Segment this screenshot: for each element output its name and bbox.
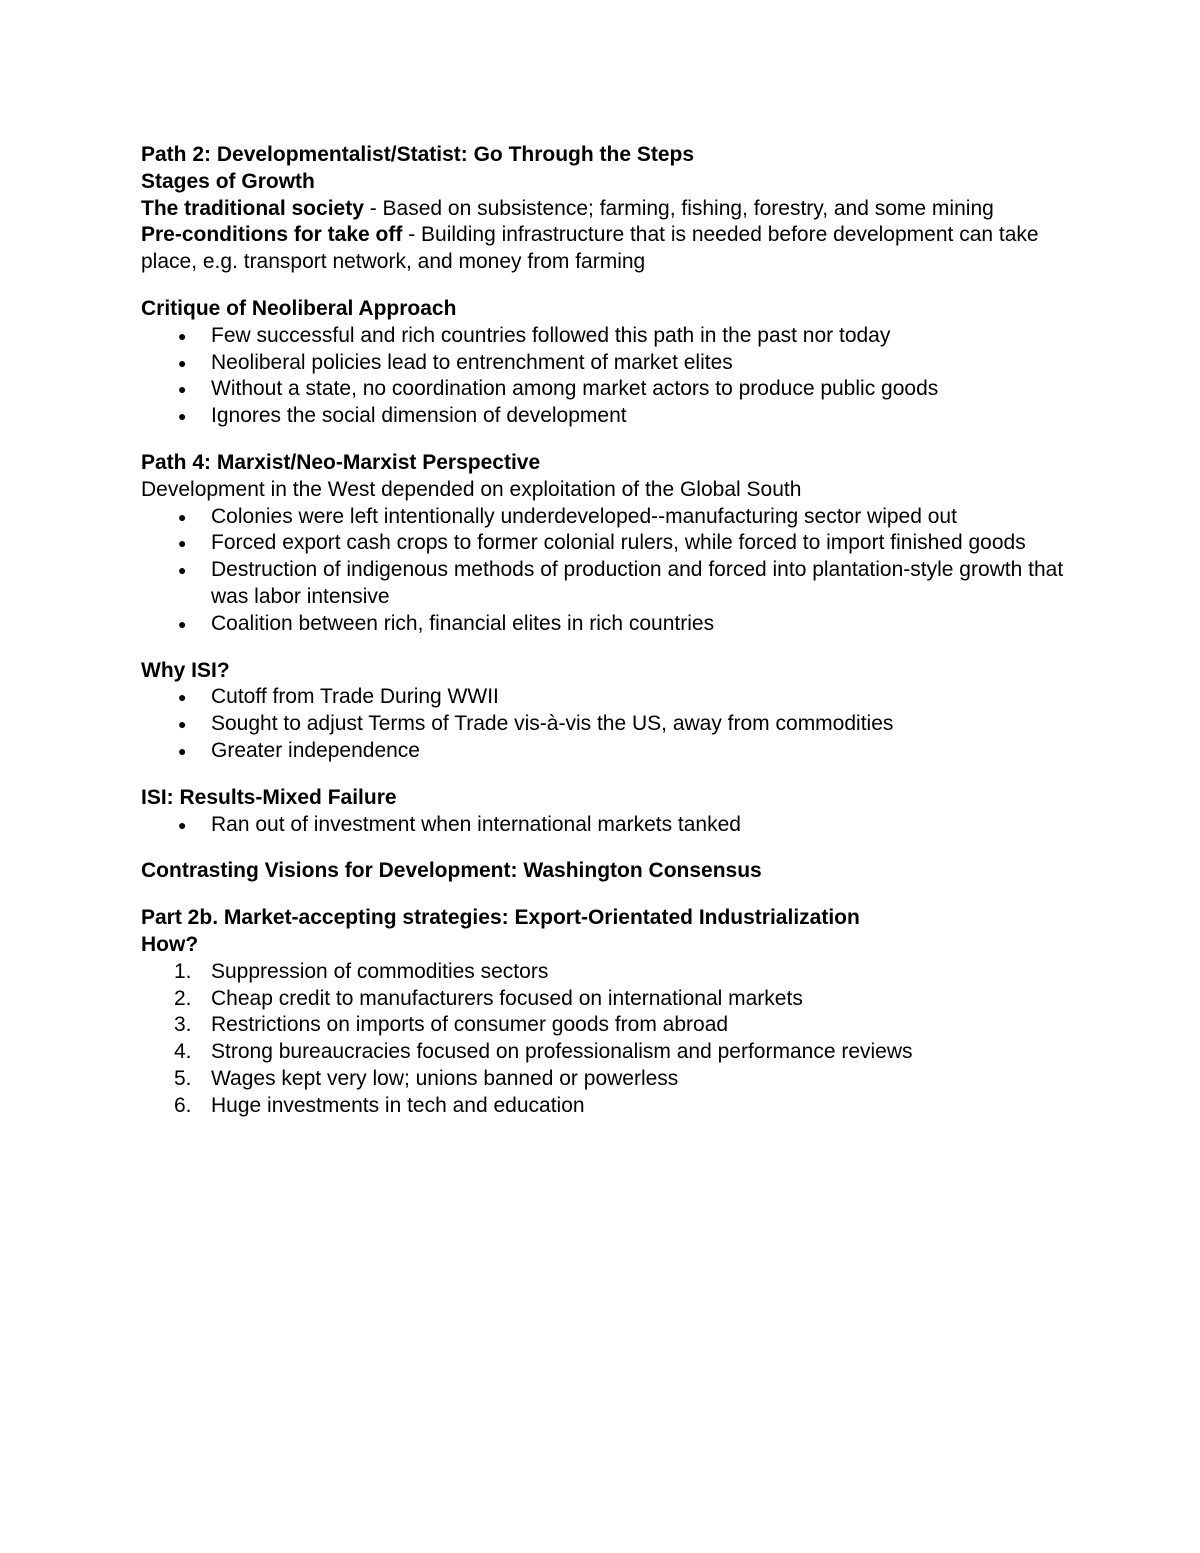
bullet-icon: ●	[178, 615, 187, 632]
list-number: 5.	[174, 1066, 192, 1090]
list-item	[141, 611, 1071, 638]
bullet-icon: ●	[178, 535, 187, 552]
list-item	[141, 812, 1071, 839]
isi-results-heading: ISI: Results-Mixed Failure	[141, 785, 397, 809]
list-item-text: Suppression of commodities sectors	[211, 959, 549, 983]
list-number: 3.	[174, 1013, 192, 1037]
path2-heading: Path 2: Developmentalist/Statist: Go Through the Steps	[141, 143, 695, 166]
list-item-text: Strong bureaucracies focused on professionalism and performance reviews	[211, 1040, 913, 1064]
list-item	[141, 711, 1071, 738]
critique-section	[141, 296, 1071, 430]
stages-of-growth-heading: Stages of Growth	[141, 169, 315, 193]
list-number: 6.	[174, 1093, 192, 1117]
part2b-heading: Part 2b. Market-accepting strategies: Export-Orientated Industrialization	[141, 906, 860, 930]
list-item	[141, 986, 1071, 1013]
stage-term: Pre-conditions for take off	[141, 223, 403, 247]
list-item	[141, 959, 1071, 986]
list-item	[141, 1066, 1071, 1093]
list-item	[141, 323, 1071, 350]
list-item-text: Cheap credit to manufacturers focused on international markets	[211, 986, 803, 1010]
contrasting-section	[141, 858, 1071, 885]
list-item	[141, 738, 1071, 765]
list-item-text: Cutoff from Trade During WWII	[211, 685, 499, 709]
bullet-icon: ●	[178, 354, 187, 371]
contrasting-heading: Contrasting Visions for Development: Washington Consensus	[141, 859, 762, 883]
path4-bullet-list	[141, 504, 1071, 638]
bullet-icon: ●	[178, 562, 187, 579]
part2b-section	[141, 905, 1071, 1119]
list-item	[141, 530, 1071, 557]
bullet-icon: ●	[178, 716, 187, 733]
list-item	[141, 1039, 1071, 1066]
bullet-icon: ●	[178, 742, 187, 759]
list-number: 1.	[174, 959, 192, 983]
isi-results-section	[141, 785, 1071, 839]
why-isi-bullet-list	[141, 684, 1071, 764]
stage-description: - Building infrastructure that is needed before development can take place, e.g. transport network, and money from farming	[141, 223, 1039, 274]
list-item	[141, 557, 1071, 611]
list-item-text: Few successful and rich countries followed this path in the past nor today	[211, 323, 891, 347]
bullet-icon: ●	[178, 381, 187, 398]
stage-item	[141, 222, 1071, 276]
bullet-icon: ●	[178, 689, 187, 706]
list-item	[141, 1012, 1071, 1039]
stage-term: The traditional society	[141, 196, 364, 220]
list-item-text: Ignores the social dimension of development	[211, 404, 627, 428]
stage-description: - Based on subsistence; farming, fishing, forestry, and some mining	[363, 196, 994, 220]
bullet-icon: ●	[178, 816, 187, 833]
list-item	[141, 350, 1071, 377]
critique-heading: Critique of Neoliberal Approach	[141, 296, 457, 320]
list-item-text: Colonies were left intentionally underdeveloped--manufacturing sector wiped out	[211, 504, 957, 528]
list-item-text: Ran out of investment when international markets tanked	[211, 812, 741, 836]
list-item-text: Coalition between rich, financial elites in rich countries	[211, 611, 715, 635]
list-item	[141, 684, 1071, 711]
list-item	[141, 1093, 1071, 1120]
path4-intro: Development in the West depended on exploitation of the Global South	[141, 477, 802, 501]
list-number: 4.	[174, 1040, 192, 1064]
list-item-text: Greater independence	[211, 738, 420, 762]
bullet-icon: ●	[178, 408, 187, 425]
why-isi-section	[141, 658, 1071, 765]
list-number: 2.	[174, 986, 192, 1010]
list-item-text: Restrictions on imports of consumer goods from abroad	[211, 1013, 729, 1037]
list-item	[141, 504, 1071, 531]
list-item-text: Forced export cash crops to former colonial rulers, while forced to import finished goods	[211, 531, 1026, 555]
critique-bullet-list	[141, 323, 1071, 430]
bullet-icon: ●	[178, 327, 187, 344]
list-item	[141, 403, 1071, 430]
path4-heading: Path 4: Marxist/Neo-Marxist Perspective	[141, 450, 541, 474]
list-item-text: Wages kept very low; unions banned or powerless	[211, 1066, 679, 1090]
stage-item	[141, 196, 1071, 223]
bullet-icon: ●	[178, 508, 187, 525]
document-page	[141, 142, 1071, 1120]
why-isi-heading: Why ISI?	[141, 658, 230, 682]
list-item-text: Without a state, no coordination among market actors to produce public goods	[211, 377, 939, 401]
list-item-text: Destruction of indigenous methods of production and forced into plantation-style growth that was labor intensive	[211, 558, 1064, 608]
list-item-text: Huge investments in tech and education	[211, 1093, 585, 1117]
path2-section	[141, 142, 1071, 276]
part2b-numbered-list	[141, 959, 1071, 1120]
isi-results-bullet-list	[141, 812, 1071, 839]
list-item	[141, 376, 1071, 403]
how-heading: How?	[141, 932, 199, 956]
list-item-text: Neoliberal policies lead to entrenchment of market elites	[211, 350, 733, 374]
path4-section	[141, 450, 1071, 638]
list-item-text: Sought to adjust Terms of Trade vis-à-vis the US, away from commodities	[211, 712, 894, 736]
